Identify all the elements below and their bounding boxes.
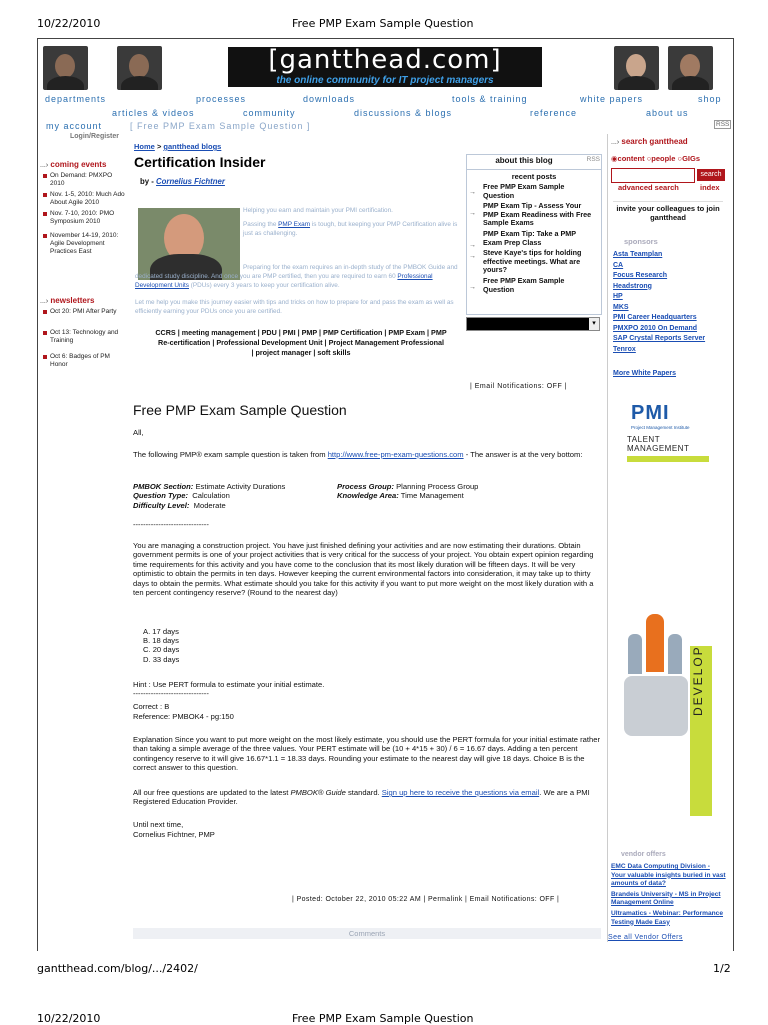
list-item[interactable]: Oct 20: PMI After Party	[43, 308, 128, 316]
team-illustration	[624, 606, 688, 746]
vendor-heading: vendor offers	[621, 851, 666, 858]
blog-intro-3: Preparing for the exam requires an in-depth study of the PMBOK Guide and dedicated study discipline. And once you are PMP certified, then you are required to earn 60 Professional Development Units (PDUs) every 3 years to keep your certification alive.	[135, 264, 458, 290]
signup-link[interactable]: Sign up here to receive the questions via email	[381, 788, 540, 797]
updated-note: All our free questions are updated to the latest PMBOK® Guide standard. Sign up here to receive the questions via email. We are a PMI Registered Education Provider.	[133, 788, 590, 807]
list-item[interactable]: Nov. 7-10, 2010: PMO Symposium 2010	[43, 210, 128, 226]
explanation: Explanation Since you want to put more weight on the most likely estimate, you should use the PERT formula for your initial estimate rather than taking a simple average of the three values. Your PERT estimate will be (10 + 4*15 + 30) / 6 = 16.67 days. Adding a ten percent contingency reserve to it will give 16.67*1.1 = 18.33 days. Rounding your estimate to the nearest day will give 18 days. Choice B is the correct answer to this question.	[133, 735, 600, 773]
sponsors-heading: sponsors	[624, 237, 658, 246]
list-item[interactable]: Oct 6: Badges of PM Honor	[43, 353, 128, 369]
post-meta: | Posted: October 22, 2010 05:22 AM | Permalink | Email Notifications: OFF |	[292, 896, 560, 903]
closing: Until next time,	[133, 820, 184, 829]
nav-downloads[interactable]: downloads	[303, 94, 356, 104]
member-photo	[668, 46, 713, 90]
blog-byline: by - Cornelius Fichtner	[140, 177, 225, 186]
sponsor-link[interactable]: Headstrong	[613, 282, 652, 290]
search-button[interactable]: search	[697, 169, 725, 181]
pmi-logo: PMI	[631, 402, 670, 424]
question-text: You are managing a construction project. You have just finished defining your activities and are now estimating their durations. Obtain government permits is one of your project activities that is very critical for the success of your project. You obtain expert opinion regarding time requirements for this activity and you have come to the conclusion that its most likely duration will be fifteen days. It will be very optimistic to obtain the permits in ten days. However keeping the current environmental factors into consideration, it may take up to thirty days to obtain the permits. What estimate should you take for this activity if you want to put more weight on the most likely duration with a ten percent contingency reserve? (Round to the nearest day)	[133, 541, 594, 598]
member-photo	[614, 46, 659, 90]
archive-dropdown[interactable]	[466, 317, 600, 331]
print-date: 10/22/2010	[37, 17, 101, 30]
recent-post-link[interactable]: Free PMP Exam Sample Question	[483, 182, 565, 200]
nav-departments[interactable]: departments	[45, 94, 107, 104]
nav-reference[interactable]: reference	[530, 108, 578, 118]
site-logo[interactable]: [gantthead.com] the online community for IT project managers	[228, 47, 542, 87]
events-heading: ...› coming events	[40, 160, 107, 169]
reference: Reference: PMBOK4 - pg:150	[133, 712, 234, 721]
nav-about-us[interactable]: about us	[646, 108, 689, 118]
pdu-link[interactable]: Professional Development Units	[135, 273, 433, 290]
breadcrumb-blogs[interactable]: gantthead blogs	[163, 142, 222, 151]
sponsor-link[interactable]: Asta Teamplan	[613, 251, 663, 258]
vendor-list	[611, 863, 726, 927]
recent-post-link[interactable]: PMP Exam Tip: Take a PMP Exam Prep Class	[483, 228, 576, 247]
email-notify[interactable]: | Email Notifications: OFF |	[470, 383, 567, 390]
breadcrumb-tag: [ Free PMP Exam Sample Question ]	[130, 121, 311, 131]
nav-community[interactable]: community	[243, 108, 296, 118]
sponsor-link[interactable]: HP	[613, 293, 623, 300]
search-heading: ...› search gantthead	[611, 137, 688, 146]
nav-tools-training[interactable]: tools & training	[452, 94, 528, 104]
correct-answer: Correct : B	[133, 702, 170, 711]
breadcrumb-home[interactable]: Home	[134, 142, 155, 151]
nav-processes[interactable]: processes	[196, 94, 247, 104]
advanced-search-link[interactable]: advanced search	[618, 183, 679, 192]
see-all-vendors-link[interactable]: See all Vendor Offers	[608, 934, 683, 941]
rss-badge[interactable]: RSS	[586, 156, 600, 163]
question-meta-left: PMBOK Section: Estimate Activity Durations Question Type: Calculation Difficulty Level: Moderate	[133, 482, 286, 510]
list-item[interactable]: Nov. 1-5, 2010: Much Ado About Agile 2010	[43, 191, 128, 207]
question-meta-right: Process Group: Planning Process Group Knowledge Area: Time Management	[337, 482, 479, 501]
sponsors-list	[613, 250, 705, 355]
nav-discussions-blogs[interactable]: discussions & blogs	[354, 108, 453, 118]
pmi-ad[interactable]: PMI Project Management Institute TALENT MANAGEMENT	[627, 402, 709, 476]
print-page-number: 1/2	[713, 962, 731, 975]
nav-my-account[interactable]: my account	[46, 121, 103, 131]
newsletters-heading: ...› newsletters	[40, 296, 95, 305]
about-blog-box: about this blog RSS	[466, 154, 602, 170]
more-white-papers	[613, 369, 676, 380]
sponsor-link[interactable]: CA	[613, 261, 624, 269]
member-photo	[117, 46, 162, 90]
print-title: Free PMP Exam Sample Question	[292, 17, 474, 30]
print-title-next: Free PMP Exam Sample Question	[292, 1012, 474, 1025]
option-d: D. 33 days	[143, 654, 180, 664]
signature: Cornelius Fichtner, PMP	[133, 830, 215, 839]
invite-link[interactable]: invite your colleagues to join gantthead	[613, 201, 723, 222]
divider: ------------------------------	[133, 689, 209, 698]
post-title: Free PMP Exam Sample Question	[133, 402, 347, 418]
sponsor-link[interactable]: PMXPO 2010 On Demand	[613, 324, 698, 332]
sponsor-link[interactable]: MKS	[613, 303, 629, 311]
vendor-link[interactable]: Ultramatics - Webinar: Performance Testing Made Easy	[611, 909, 724, 926]
recent-post-link[interactable]: Steve Kaye's tips for holding effective meetings. What are yours?	[483, 248, 582, 275]
recent-posts-box: recent posts Free PMP Exam Sample Question PMP Exam Tip - Assess Your PMP Exam Readiness with Free Sample Exams PMP Exam Tip: Take a PMP Exam Prep Class Steve Kaye's tips for holding effective meetings. What are yours? Free PMP Exam Sample Question → → → → →	[466, 170, 602, 315]
post-greeting: All,	[133, 428, 144, 437]
blog-intro-4: Let me help you make this journey easier with tips and tricks on how to prepare for and pass the exam as well as efficiently earning your PDUs once you are certified.	[135, 299, 454, 316]
author-link[interactable]: Cornelius Fichtner	[156, 177, 225, 186]
recent-post-link[interactable]: Free PMP Exam Sample Question	[483, 275, 565, 294]
sponsor-link[interactable]: SAP Crystal Reports Server	[613, 335, 706, 342]
search-input[interactable]	[611, 168, 695, 183]
blog-title: Certification Insider	[134, 154, 266, 170]
radio-content[interactable]: ◉	[611, 154, 618, 163]
print-date-next: 10/22/2010	[37, 1012, 101, 1025]
radio-people[interactable]: ○	[646, 154, 652, 163]
nav-shop[interactable]: shop	[698, 94, 722, 104]
blog-intro: Helping you earn and maintain your PMI certification. Passing the PMP Exam is tough, but keeping your PMP Certification alive is just as challenging.	[243, 207, 458, 238]
divider: ------------------------------	[133, 520, 209, 529]
rss-badge[interactable]: RSS	[716, 121, 730, 128]
develop-label	[691, 696, 703, 716]
login-link[interactable]: Login/Register	[70, 133, 120, 140]
chevron-down-icon: ▾	[589, 318, 599, 330]
list-item[interactable]: November 14-19, 2010: Agile Development Practices East	[43, 232, 128, 256]
post-source: The following PMP® exam sample question is taken from http://www.free-pm-exam-questions.com - The answer is at the very bottom:	[133, 450, 583, 459]
nav-articles-videos[interactable]: articles & videos	[112, 108, 195, 118]
recent-post-link[interactable]: PMP Exam Tip - Assess Your PMP Exam Readiness with Free Sample Exams	[483, 201, 592, 228]
option-b: B. 18 days	[143, 636, 179, 646]
option-a: A. 17 days	[143, 627, 179, 636]
option-c: C. 20 days	[143, 645, 180, 655]
index-link[interactable]: index	[700, 183, 720, 192]
print-url: gantthead.com/blog/.../2402/	[37, 962, 198, 975]
search-scope: ◉content ○people ○GIGs	[611, 154, 700, 163]
blog-tags: CCRS | meeting management | PDU | PMI | PMP | PMP Certification | PMP Exam | PMP Re-certification | Professional Development Unit | Project Management Professional | project manager | soft skills	[155, 328, 447, 357]
radio-gigs[interactable]: ○	[677, 154, 683, 163]
member-photo	[43, 46, 88, 90]
list-item[interactable]: Oct 13: Technology and Training	[43, 329, 128, 345]
comments-bar[interactable]: Comments	[133, 928, 601, 939]
vendor-link[interactable]: Brandeis University - MS in Project Management Online	[611, 890, 721, 907]
answer-options	[143, 627, 179, 664]
column-divider	[607, 134, 608, 942]
sponsor-link[interactable]: Focus Research	[613, 272, 668, 279]
hint: Hint : Use PERT formula to estimate your initial estimate.	[133, 680, 325, 689]
nav-white-papers[interactable]: white papers	[580, 94, 644, 104]
list-item[interactable]: On Demand: PMXPO 2010	[43, 172, 128, 188]
vendor-link[interactable]: EMC Data Computing Division - Your valuable insights buried in vast amounts of data?	[611, 863, 726, 888]
pmp-exam-link[interactable]: PMP Exam	[278, 221, 311, 229]
more-white-papers-link[interactable]: More White Papers	[613, 370, 677, 377]
develop-ad[interactable]	[620, 606, 712, 816]
breadcrumb: Home > gantthead blogs	[134, 142, 222, 151]
sponsor-link[interactable]: Tenrox	[613, 345, 636, 353]
source-link[interactable]: http://www.free-pm-exam-questions.com	[327, 450, 464, 459]
sponsor-link[interactable]: PMI Career Headquarters	[613, 314, 697, 321]
